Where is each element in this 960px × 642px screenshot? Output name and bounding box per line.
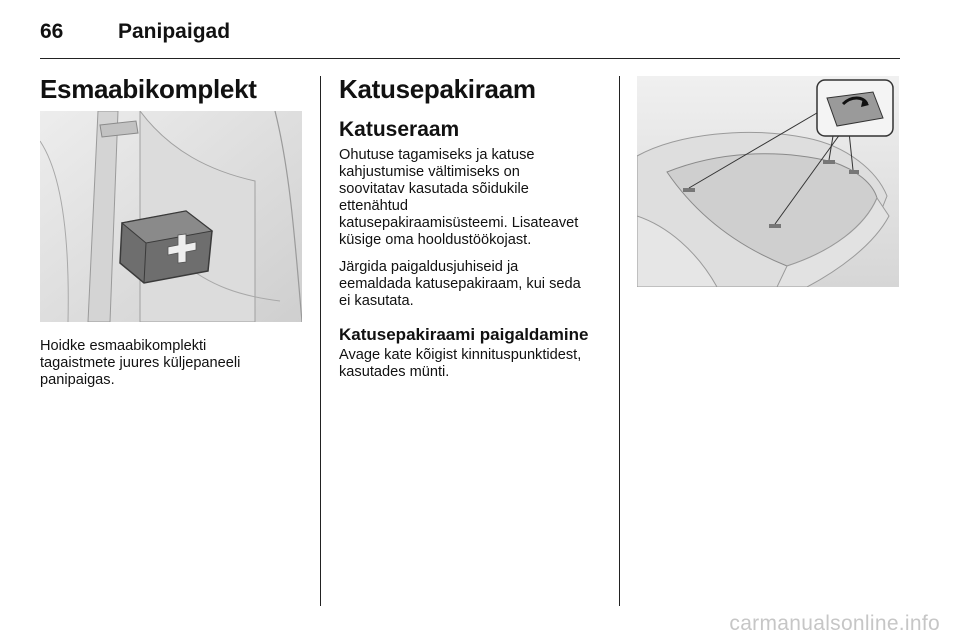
page-number: 66 [40,20,64,43]
text-line: Hoidke esmaabikomplekti [40,338,207,354]
text-line: tagaistmete juures küljepaneeli [40,355,241,371]
footer-watermark: carmanualsonline.info [729,612,940,635]
first-aid-kit-illustration-icon [40,111,302,322]
text-line: Ohutuse tagamiseks ja katuse [339,147,535,163]
installation-paragraph [339,347,581,381]
text-line: Järgida paigaldusjuhiseid ja [339,259,519,275]
roof-rack-paragraph-2 [339,259,581,310]
text-line: ettenähtud [339,198,408,214]
text-line: ei kasutata. [339,293,414,309]
header-divider [40,58,900,59]
text-line: kahjustumise vältimiseks on [339,164,520,180]
text-line: katusepakiraamisüsteemi. Lisateavet [339,215,579,231]
first-aid-text [40,338,240,389]
roof-rack-paragraph-1 [339,147,578,249]
subsubheading-installation: Katusepakiraami paigaldamine [339,325,589,344]
column-divider-left [320,76,321,606]
text-line: eemaldada katusepakiraam, kui seda [339,276,581,292]
text-line: Avage kate kõigist kinnituspunktidest, [339,347,582,363]
text-line: panipaigas. [40,372,115,388]
column-divider-right [619,76,620,606]
section-heading-roof-rack: Katusepakiraam [339,74,536,104]
car-roof-illustration-icon [637,76,899,287]
text-line: kasutades münti. [339,364,450,380]
text-line: soovitatav kasutada sõidukile [339,181,529,197]
page-title: Panipaigad [118,20,231,43]
text-line: küsige oma hooldustöökojast. [339,232,532,248]
subheading-roof-rack: Katuseraam [339,118,460,141]
section-heading-first-aid: Esmaabikomplekt [40,74,257,104]
